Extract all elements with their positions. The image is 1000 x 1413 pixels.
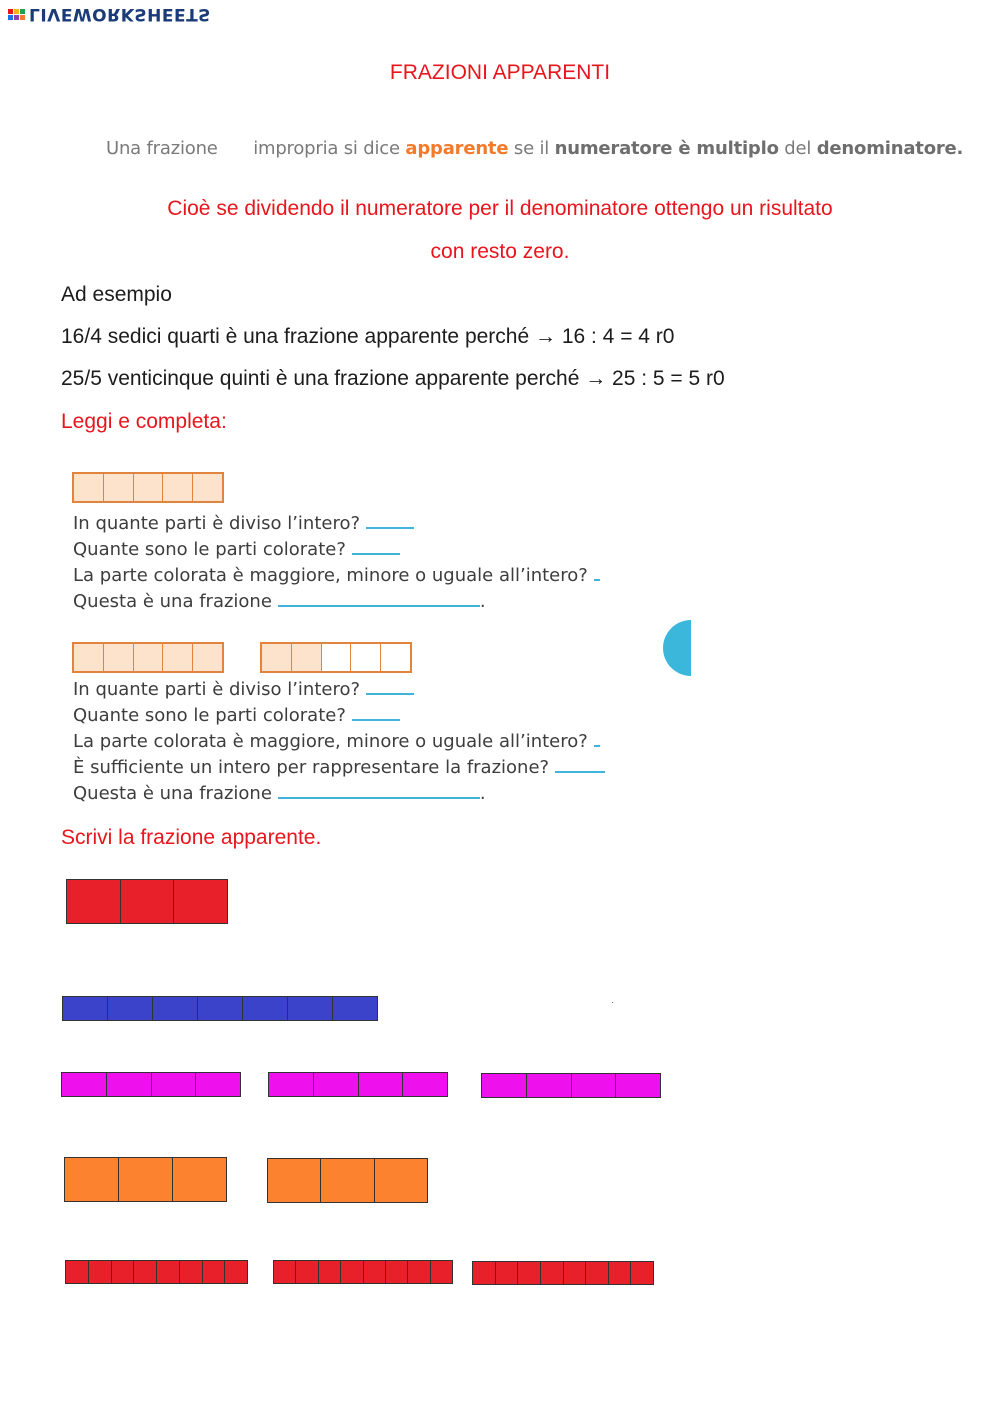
fraction-bar-segment — [375, 1159, 427, 1202]
answer-blank[interactable] — [352, 552, 400, 555]
question-text: In quante parti è diviso l’intero? — [73, 679, 361, 700]
fraction-bar-segment — [333, 997, 377, 1020]
fraction-bar-segment — [112, 1261, 135, 1283]
fraction-bar-segment — [616, 1074, 660, 1097]
fraction-bar-segment — [314, 1073, 359, 1096]
example-1: 16/4 sedici quarti è una frazione apparente perché → 16 : 4 = 4 r0 — [61, 325, 675, 348]
fraction-bar-whole — [64, 1157, 227, 1202]
answer-blank[interactable] — [278, 604, 480, 607]
fraction-strip — [72, 472, 224, 503]
fraction-bar-segment — [157, 1261, 180, 1283]
question-text: La parte colorata è maggiore, minore o uguale all’intero? — [73, 565, 588, 586]
question-parts — [73, 679, 414, 700]
fraction-bar-segment — [108, 997, 153, 1020]
page-title: FRAZIONI APPARENTI — [389, 61, 611, 84]
fraction-strip — [72, 642, 224, 673]
fraction-bar-segment — [609, 1262, 632, 1284]
fraction-bar-segment — [198, 997, 243, 1020]
fraction-bar-segment — [364, 1261, 386, 1283]
logo-square — [20, 9, 25, 14]
fraction-bar-segment — [134, 1261, 157, 1283]
strip-cell — [351, 644, 381, 671]
period-text: . — [479, 783, 486, 804]
fraction-bar-whole — [481, 1073, 661, 1098]
fraction-bar-segment — [572, 1074, 617, 1097]
strip-cell — [193, 644, 222, 671]
explanation-line2: con resto zero. — [430, 240, 570, 263]
fraction-bar-segment — [288, 997, 333, 1020]
fraction-bar-segment — [482, 1074, 527, 1097]
fraction-bar-segment — [196, 1073, 240, 1096]
fraction-bar-segment — [243, 997, 288, 1020]
fraction-bar-segment — [225, 1261, 247, 1283]
strip-cell — [134, 644, 164, 671]
fraction-bar-segment — [296, 1261, 318, 1283]
fraction-bar-whole — [65, 1260, 248, 1284]
question-fraction-type — [73, 591, 486, 612]
fraction-bar-segment — [121, 880, 175, 923]
fraction-bar-segment — [66, 1261, 89, 1283]
question-text: Questa è una frazione — [73, 591, 272, 612]
fraction-bar-whole — [66, 879, 228, 924]
instruction-read-complete: Leggi e completa: — [61, 410, 227, 433]
definition-part2: impropria si dice — [253, 138, 400, 159]
fraction-bar-segment — [62, 1073, 107, 1096]
fraction-bar-segment — [173, 1158, 226, 1201]
question-colored — [73, 539, 400, 560]
strip-cell — [74, 474, 104, 501]
period-text: . — [479, 591, 486, 612]
fraction-bar-segment — [67, 880, 121, 923]
explanation-line1: Cioè se dividendo il numeratore per il denominatore ottengo un risultato — [167, 197, 833, 220]
fraction-bar-segment — [473, 1262, 496, 1284]
fraction-bar-segment — [203, 1261, 226, 1283]
strip-cell — [104, 644, 134, 671]
fraction-bar-whole — [268, 1072, 448, 1097]
fraction-bar-segment — [341, 1261, 363, 1283]
fraction-bar-segment — [269, 1073, 314, 1096]
fraction-bar-segment — [63, 997, 108, 1020]
question-text: La parte colorata è maggiore, minore o uguale all’intero? — [73, 731, 588, 752]
question-fraction-type — [73, 783, 486, 804]
fraction-bar-segment — [321, 1159, 374, 1202]
fraction-bar-segment — [153, 997, 198, 1020]
strip-cell — [163, 474, 193, 501]
fraction-bar-segment — [431, 1261, 452, 1283]
definition-text — [106, 138, 963, 159]
question-one-whole — [73, 757, 605, 778]
example-2: 25/5 venticinque quinti è una frazione apparente perché → 25 : 5 = 5 r0 — [61, 367, 725, 390]
definition-part1: Una frazione — [106, 138, 218, 159]
fraction-bar-segment — [518, 1262, 541, 1284]
fraction-bar-whole — [61, 1072, 241, 1097]
logo-square — [14, 15, 19, 20]
answer-blank[interactable] — [594, 578, 600, 581]
fraction-bar-segment — [119, 1158, 173, 1201]
question-text: Quante sono le parti colorate? — [73, 705, 346, 726]
strip-cell — [104, 474, 134, 501]
strip-cell — [292, 644, 322, 671]
question-colored — [73, 705, 400, 726]
fraction-bar-whole — [62, 996, 378, 1021]
question-text: In quante parti è diviso l’intero? — [73, 513, 361, 534]
question-text: Questa è una frazione — [73, 783, 272, 804]
definition-part3: se il — [513, 138, 550, 159]
fraction-bar-segment — [268, 1159, 321, 1202]
stray-dot — [612, 1002, 613, 1003]
examples-intro: Ad esempio — [61, 283, 172, 306]
question-compare — [73, 731, 600, 752]
logo-square — [20, 15, 25, 20]
strip-cell — [322, 644, 352, 671]
fraction-bar-segment — [359, 1073, 404, 1096]
fraction-bar-segment — [527, 1074, 572, 1097]
fraction-bar-segment — [586, 1262, 609, 1284]
definition-bold1: numeratore è multiplo — [554, 138, 779, 159]
question-text: È sufficiente un intero per rappresentare la frazione? — [73, 757, 550, 778]
fraction-strip — [260, 642, 412, 673]
answer-blank[interactable] — [278, 796, 480, 799]
answer-blank[interactable] — [594, 744, 600, 747]
logo — [8, 4, 211, 24]
logo-square — [14, 9, 19, 14]
strip-cell — [381, 644, 410, 671]
fraction-bar-segment — [386, 1261, 408, 1283]
fraction-bar-segment — [496, 1262, 519, 1284]
definition-part4: del — [784, 138, 812, 159]
strip-cell — [193, 474, 222, 501]
strip-cell — [262, 644, 292, 671]
logo-square — [8, 15, 13, 20]
strip-cell — [74, 644, 104, 671]
answer-blank[interactable] — [366, 526, 414, 529]
definition-bold2: denominatore. — [816, 138, 964, 159]
instruction-write-fraction: Scrivi la frazione apparente. — [61, 826, 322, 849]
definition-highlight: apparente — [405, 138, 509, 159]
fraction-bar-segment — [152, 1073, 197, 1096]
logo-text: LIVEWORKSHEETS — [29, 4, 211, 24]
logo-square — [8, 9, 13, 14]
fraction-bar-segment — [319, 1261, 341, 1283]
fraction-bar-segment — [541, 1262, 564, 1284]
strip-cell — [163, 644, 193, 671]
answer-blank[interactable] — [366, 692, 414, 695]
exercise-2 — [70, 640, 700, 810]
fraction-bar-segment — [174, 880, 227, 923]
fraction-bar-segment — [89, 1261, 112, 1283]
question-parts — [73, 513, 414, 534]
question-text: Quante sono le parti colorate? — [73, 539, 346, 560]
fraction-bar-whole — [472, 1261, 654, 1285]
answer-blank[interactable] — [352, 718, 400, 721]
strip-cell — [134, 474, 164, 501]
fraction-bar-whole — [267, 1158, 428, 1203]
fraction-bar-segment — [631, 1262, 653, 1284]
exercise-1 — [70, 470, 700, 620]
fraction-bar-segment — [107, 1073, 152, 1096]
fraction-bar-segment — [564, 1262, 587, 1284]
fraction-bar-segment — [408, 1261, 430, 1283]
fraction-bar-segment — [403, 1073, 447, 1096]
fraction-bar-segment — [274, 1261, 296, 1283]
answer-blank[interactable] — [555, 770, 605, 773]
question-compare — [73, 565, 600, 586]
fraction-bar-segment — [180, 1261, 203, 1283]
fraction-bar-whole — [273, 1260, 453, 1284]
fraction-bar-segment — [65, 1158, 119, 1201]
logo-grid-icon — [8, 9, 25, 20]
